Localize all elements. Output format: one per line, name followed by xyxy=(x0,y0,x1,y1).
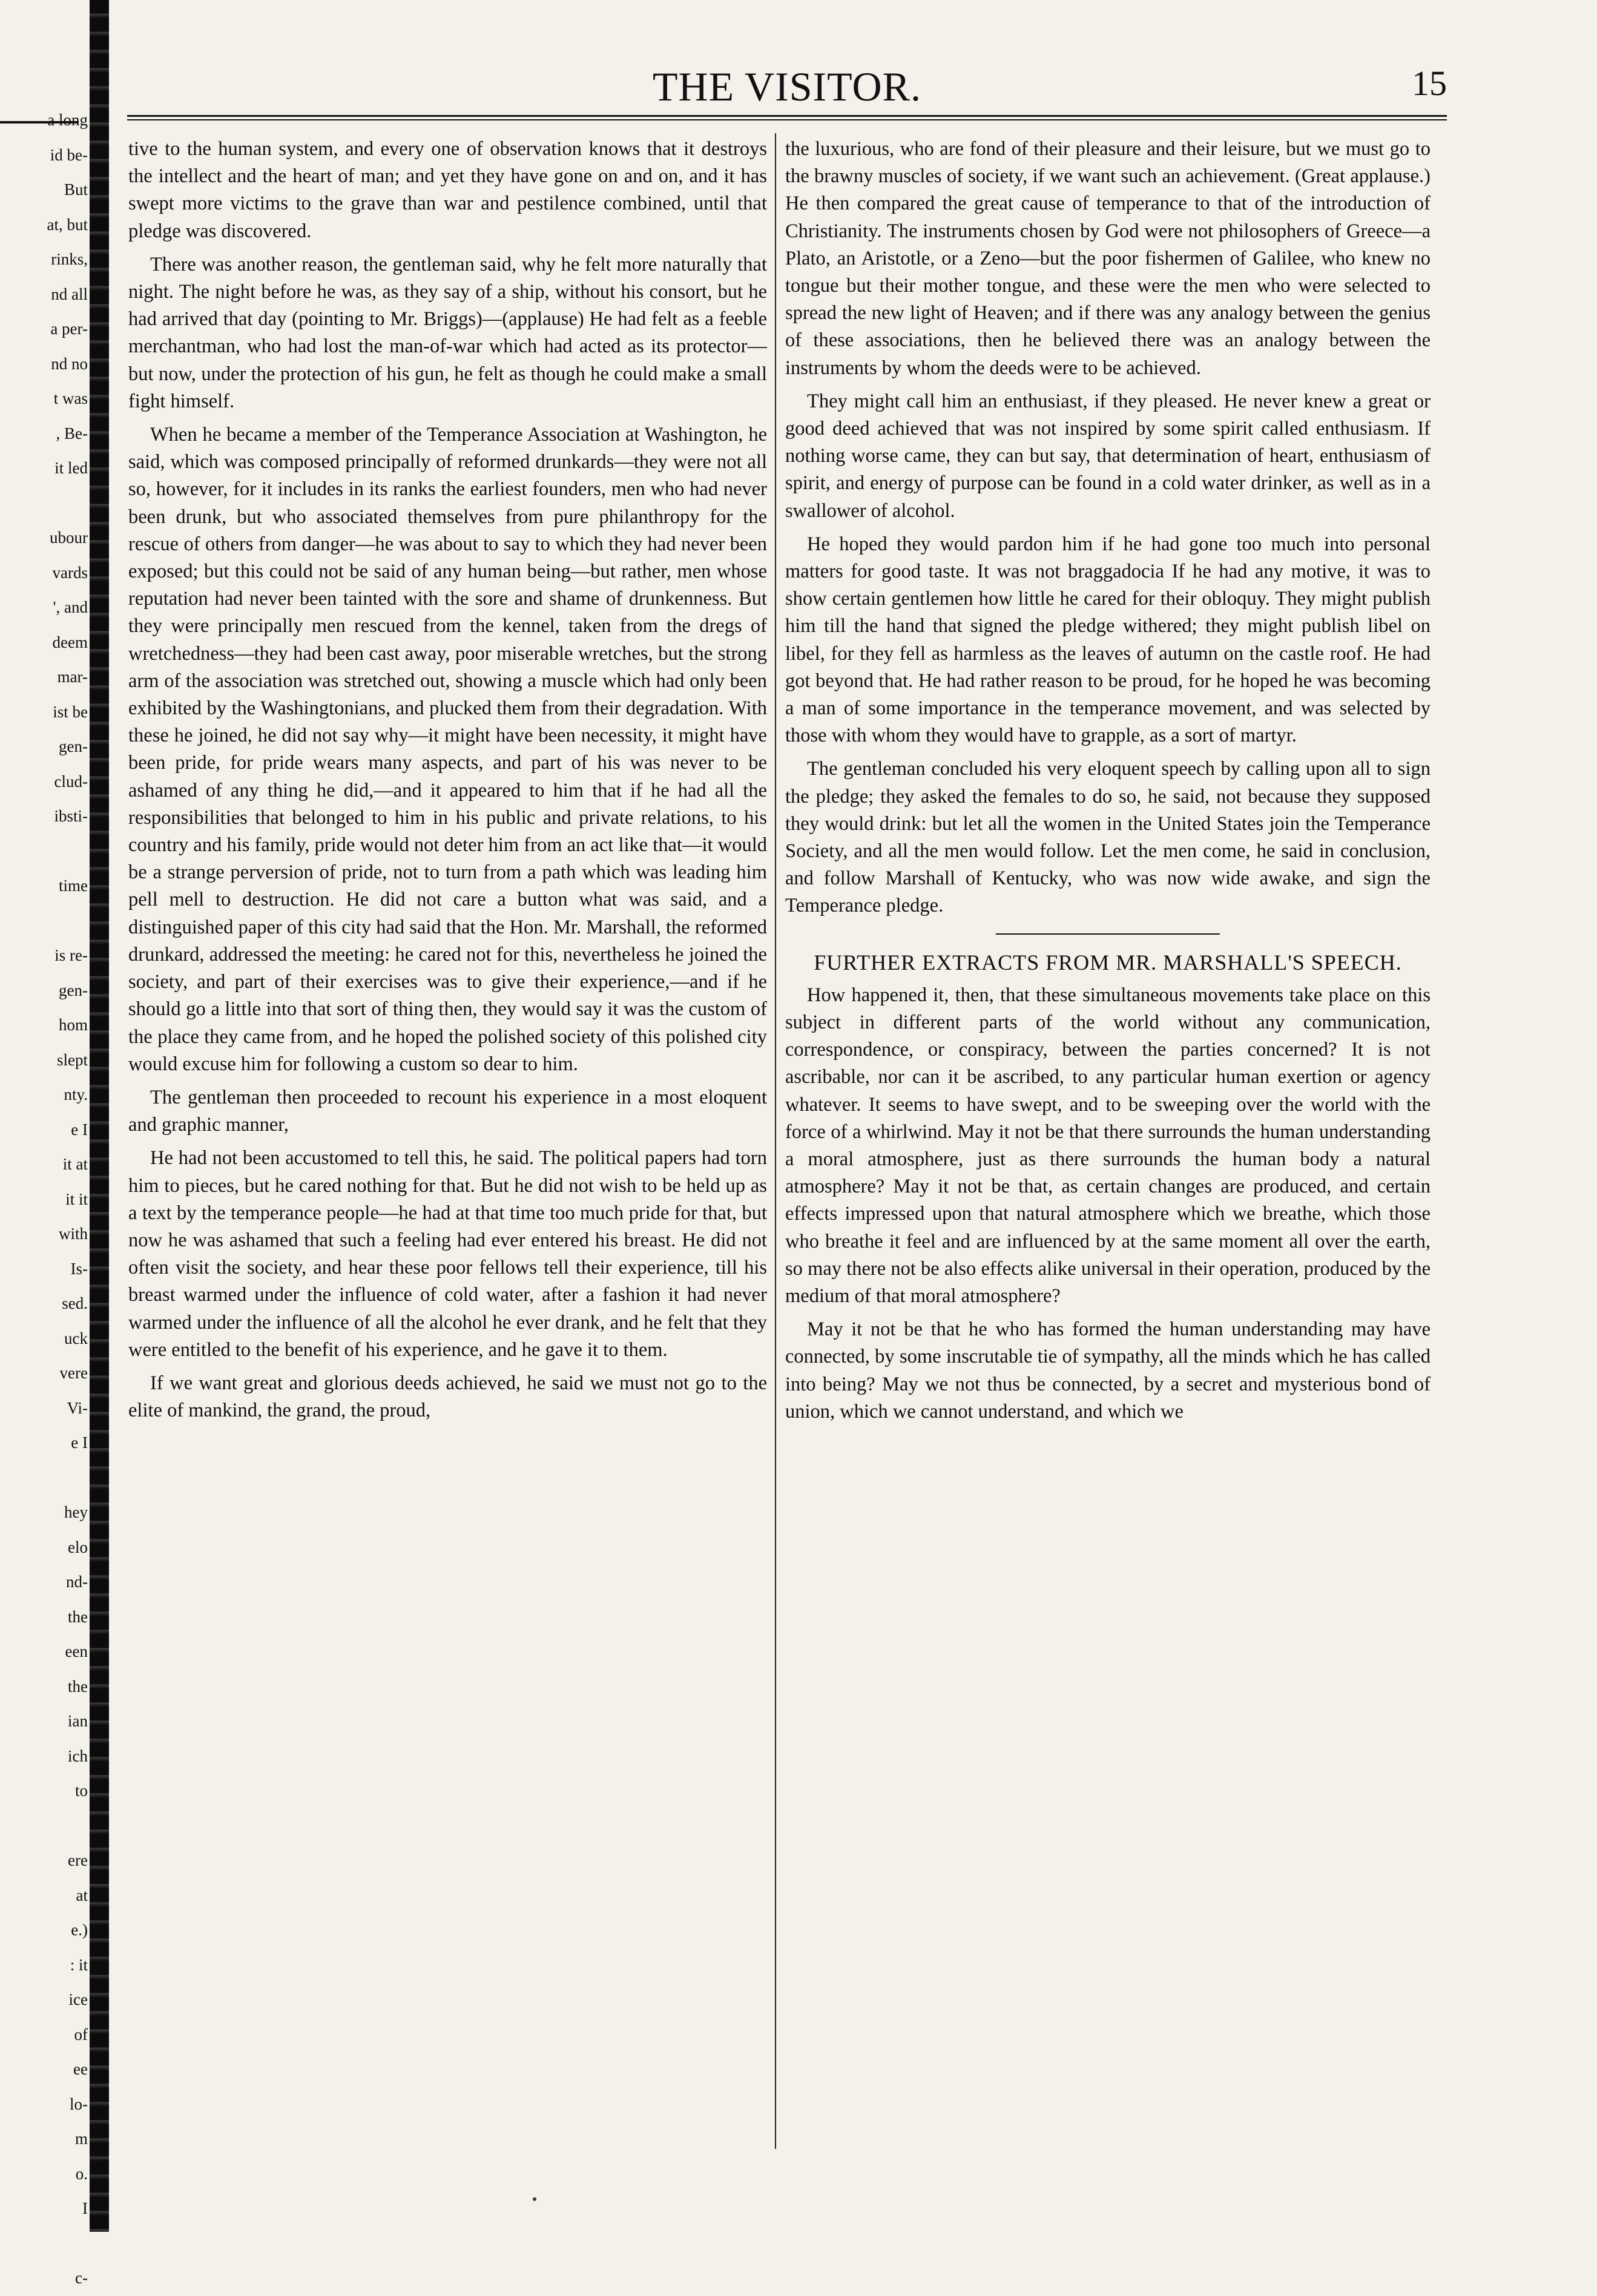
right-column-further-extracts xyxy=(785,982,1431,1426)
left-column xyxy=(128,136,767,1430)
previous-page-fragment: ', and xyxy=(53,598,88,616)
previous-page-fragment: hey xyxy=(64,1503,88,1521)
previous-page-fragment: m xyxy=(74,2130,88,2148)
previous-page-fragment: hom xyxy=(58,1016,88,1034)
previous-page-fragment: clud- xyxy=(54,772,88,791)
previous-page-fragment: elo xyxy=(68,1538,88,1556)
previous-page-fragment: gen- xyxy=(59,981,88,999)
previous-page-fragment: it it xyxy=(65,1189,88,1208)
previous-page-fragment: it at xyxy=(62,1155,88,1173)
ink-speck xyxy=(533,2197,536,2201)
previous-page-fragment xyxy=(0,1461,88,1496)
previous-page-fragment: mar- xyxy=(57,668,88,686)
previous-page-fragment: ich xyxy=(68,1746,88,1765)
previous-page-text-fragments xyxy=(0,103,88,2287)
previous-page-fragment xyxy=(0,2226,88,2261)
previous-page-fragment: , Be- xyxy=(56,424,88,442)
previous-page-fragment: o. xyxy=(75,2164,88,2183)
previous-page-fragment: a long xyxy=(47,111,88,129)
paragraph: The gentleman then proceeded to recount his experience in a most eloquent and graphic manner, xyxy=(128,1086,767,1136)
previous-page-fragment: ian xyxy=(68,1712,88,1730)
previous-page-fragment: deem xyxy=(52,633,88,651)
previous-page-fragment: Is- xyxy=(70,1259,88,1278)
previous-page-fragment xyxy=(0,904,88,939)
previous-page-fragment: nd no xyxy=(51,354,88,373)
previous-page-fragment: at, but xyxy=(47,215,88,234)
previous-page-fragment: I xyxy=(82,2199,88,2217)
previous-page-fragment: the xyxy=(68,1677,88,1696)
previous-page-fragment: at xyxy=(76,1886,88,1904)
previous-page-fragment: e.) xyxy=(71,1921,88,1939)
previous-page-fragment xyxy=(0,834,88,869)
paragraph: There was another reason, the gentleman said, why he felt more naturally that night. The night before he was, as they say of a ship, without his consort, but he had arrived that day (pointing to Mr. Briggs)—(applause) He had felt as a feeble merchantman, who had lost the man-of-war which had acted as its protector—but now, under the protection of his gun, he felt as though he could make a small fight himself. xyxy=(128,253,767,412)
previous-page-fragment: a per- xyxy=(50,320,88,338)
paragraph: He had not been accustomed to tell this, he said. The political papers had torn him to pieces, but he cared nothing for that. But he did not wish to be held up as a text by the temperance people—he had at that time too much pride for that, but now he was ashamed that such a feeling had ever entered his breast. He did not often visit the society, and hear these poor fellows tell their experience, till his breast warmed under the influence of cold water, after a fashion it had never warmed under the influence of all the alcohol he ever drank, and he felt that they were entitled to the benefit of his experience, and he gave it to them. xyxy=(128,1147,767,1361)
previous-page-fragment: ubour xyxy=(50,528,88,547)
previous-page-fragment: uck xyxy=(64,1329,88,1347)
previous-page-fragment: lo- xyxy=(70,2094,88,2113)
previous-page-fragment xyxy=(0,486,88,521)
publication-title: THE VISITOR. xyxy=(653,64,921,110)
paragraph: They might call him an enthusiast, if they pleased. He never knew a great or good deed achieved that was not inspired by some spirit called enthusiasm. If nothing worse came, they can but say, that determination of heart, enthusiasm of spirit, and energy of purpose can be found in a cold water drinker, as well as in a swallower of alcohol. xyxy=(785,390,1431,522)
previous-page-fragment: ee xyxy=(73,2060,88,2078)
paragraph: The gentleman concluded his very eloquent speech by calling upon all to sign the pledge; they asked the females to do so, he said, not because they supposed they would drink: but let all the women in the United States join the Temperance Society, and all the men would follow. Let the men come, he said in conclusion, and follow Marshall of Kentucky, who was now wide awake, and sign the Temperance pledge. xyxy=(785,758,1431,917)
previous-page-fragment: ere xyxy=(68,1851,88,1869)
previous-page-fragment: ibsti- xyxy=(54,807,88,825)
column-divider xyxy=(775,133,776,2149)
previous-page-fragment xyxy=(0,1809,88,1844)
previous-page-fragment: sed. xyxy=(62,1294,88,1312)
page-number: 15 xyxy=(1412,64,1447,103)
previous-page-fragment: gen- xyxy=(59,737,88,755)
previous-page-fragment: with xyxy=(58,1225,88,1243)
previous-page-fragment: ist be xyxy=(53,702,88,721)
paragraph: If we want great and glorious deeds achieved, he said we must not go to the elite of mankind, the grand, the proud, xyxy=(128,1372,767,1422)
previous-page-fragment: vards xyxy=(52,563,88,582)
previous-page-fragment: But xyxy=(64,180,88,199)
previous-page-fragment: Vi- xyxy=(67,1398,88,1417)
paragraph: How happened it, then, that these simultaneous movements take place on this subject in different parts of the world without any communication, correspondence, or conspiracy, between the parties concerned? It is not ascribable, nor can it be ascribed, to any particular human exertion or agency whatever. It seems to have swept, and to be sweeping over the world with the force of a whirlwind. May it not be that there surrounds the human understanding a moral atmosphere, just as there surrounds the human body a natural atmosphere? May it not be that, as certain changes are produced, and certain effects impressed upon that natural atmosphere which we breathe, which those who breathe it feel and are influenced by at the same moment all over the earth, so may there not be also effects alike universal in their operation, produced by the medium of that moral atmosphere? xyxy=(785,984,1431,1307)
paragraph: When he became a member of the Temperance Association at Washington, he said, which was composed principally of reformed drunkards—they were not all so, however, for it includes in its ranks the earliest founders, men who had never been drunk, but who associated themselves from pure philanthropy for the rescue of others from danger—he was about to say to which they had never been exposed; but this could not be said of any human being—but rather, men whose reputation had never been tainted with the sore and shame of drunkenness. But they were principally men rescued from the kennel, taken from the dregs of wretchedness—they had been cast away, poor miserable wretches, but the strong arm of the association was stretched out, showing a muscle which had only been exhibited by the Washingtonians, and plucked them from their degradation. With these he joined, he did not say why—it might have been necessity, it might have been pride, for pride wears many aspects, and part of his was never to be ashamed of any thing he did,—and it appeared to him that if he had all the responsibilities that belonged to him in his public and private relations, to his country and his family, pride would not deter him from an act like that—it would be a strange perversion of pride, not to turn from a path which was leading him pell mell to destruction. He did not care a button what was said, and a distinguished paper of this city had said that the Hon. Mr. Marshall, the reformed drunkard, addressed the meeting: he cared not for this, nevertheless he joined the society, and part of their exercises was to give their experience,—and if he should go a little into that sort of thing then, they would say it was the custom of the place they came from, and he hoped the polished society of this polished city would excuse him for following a custom so dear to him. xyxy=(128,424,767,1075)
previous-page-fragment: slept xyxy=(57,1050,88,1069)
previous-page-fragment: it led xyxy=(54,459,88,477)
previous-page-fragment: rinks, xyxy=(51,250,88,268)
paragraph: May it not be that he who has formed the human understanding may have connected, by some inscrutable tie of sympathy, all the minds which he has called into being? May we not thus be connected, by a secret and mysterious bond of union, which we cannot understand, and which we xyxy=(785,1318,1431,1423)
previous-page-fragment: id be- xyxy=(50,145,88,164)
paragraph: tive to the human system, and every one of observation knows that it destroys the intellect and the heart of man; and yet they have gone on and on, and it has swept more victims to the grave than war and pestilence combined, until that pledge was discovered. xyxy=(128,138,767,242)
section-heading: FURTHER EXTRACTS FROM MR. MARSHALL'S SPEECH. xyxy=(814,950,1402,975)
previous-page-fragment: the xyxy=(68,1607,88,1626)
previous-page-fragment: vere xyxy=(59,1364,88,1382)
previous-page-fragment: nd all xyxy=(51,285,88,303)
page-header xyxy=(127,63,1447,111)
page-binding-edge xyxy=(90,0,109,2232)
right-column xyxy=(785,136,1431,1432)
previous-page-fragment: ice xyxy=(68,1990,88,2008)
section-separator xyxy=(996,933,1220,935)
right-column-speech-continued xyxy=(785,136,1431,920)
paragraph: He hoped they would pardon him if he had gone too much into personal matters for good taste. It was not braggadocia If he had any motive, it was to show certain gentlemen how little he cared for their obloquy. They might publish him till the hand that signed the pledge withered; they might publish libel on libel, for they fell as harmless as the leaves of autumn on the castle roof. He had got beyond that. He had rather reason to be proud, for he hoped he was becoming a man of some importance in the temperance movement, and was selected by those with whom they would have to grapple, as a sort of martyr. xyxy=(785,533,1431,747)
previous-page-fragment: een xyxy=(65,1642,88,1660)
previous-page-fragment: time xyxy=(59,877,88,895)
previous-page-fragment: e I xyxy=(71,1120,88,1139)
paragraph: the luxurious, who are fond of their pleasure and their leisure, but we must go to the brawny muscles of society, if we want such an achievement. (Great applause.) He then compared the great cause of temperance to that of the introduction of Christianity. The instruments chosen by God were not philosophers of Greece—a Plato, an Aristotle, or a Zeno—but the poor fishermen of Galilee, who knew no tongue but their mother tongue, and these were the men who were selected to spread the new light of Heaven; and if there was any analogy between the genius of these associations, then he believed there was an analogy between the instruments by whom the deeds were to be achieved. xyxy=(785,138,1431,379)
previous-page-fragment: to xyxy=(74,1781,88,1800)
previous-page-fragment: is re- xyxy=(54,946,88,964)
previous-page-fragment: : it xyxy=(70,1955,88,1974)
header-double-rule xyxy=(127,115,1447,120)
previous-page-fragment: of xyxy=(74,2025,88,2044)
previous-page-fragment: e I xyxy=(71,1433,88,1452)
previous-page-fragment: c- xyxy=(75,2269,88,2287)
previous-page-fragment: t was xyxy=(53,389,88,407)
previous-page-fragment: nty. xyxy=(64,1085,88,1104)
previous-page-fragment: nd- xyxy=(66,1573,88,1591)
